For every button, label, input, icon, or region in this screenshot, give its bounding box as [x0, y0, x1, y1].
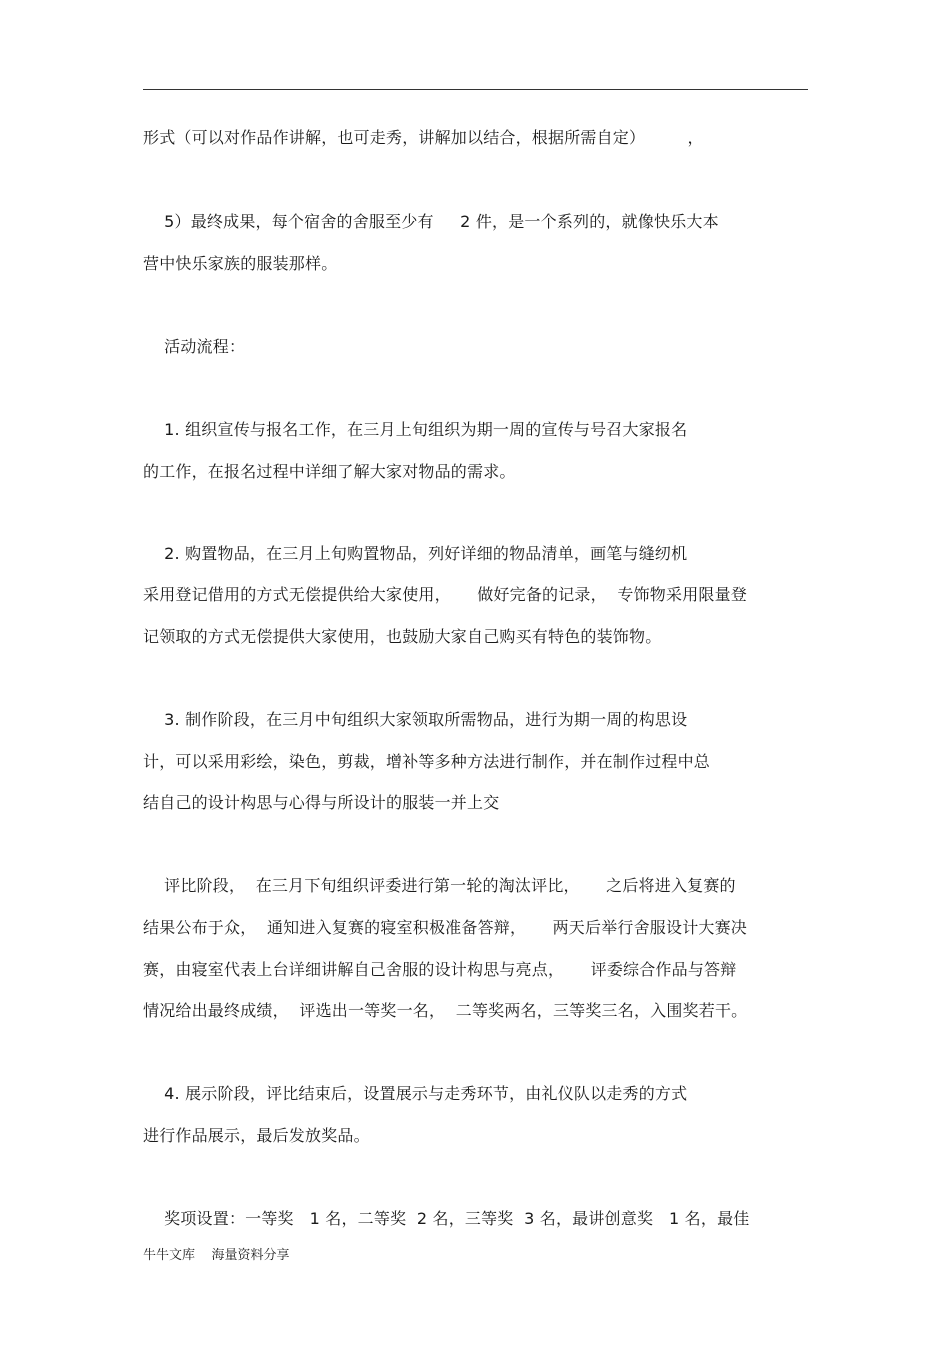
text-line: 营中快乐家族的服装那样。 [143, 254, 338, 273]
text-line: 形式（可以对作品作讲解，也可走秀，讲解加以结合，根据所需自定） ， [143, 128, 704, 147]
header-rule [143, 89, 808, 90]
text-line: 记领取的方式无偿提供大家使用，也鼓励大家自己购买有特色的装饰物。 [143, 627, 662, 646]
text-line: 评比阶段， 在三月下旬组织评委进行第一轮的淘汰评比， 之后将进入复赛的 [143, 876, 736, 895]
text-line: 情况给出最终成绩， 评选出一等奖一名， 二等奖两名，三等奖三名，入围奖若干。 [143, 1001, 748, 1020]
text-line: 1. 组织宣传与报名工作，在三月上旬组织为期一周的宣传与号召大家报名 [143, 420, 688, 439]
text-line: 结自己的设计构思与心得与所设计的服装一并上交 [143, 793, 500, 812]
page-footer: 牛牛文库 海量资料分享 [143, 1248, 290, 1263]
text-line: 计，可以采用彩绘，染色，剪裁，增补等多种方法进行制作，并在制作过程中总 [143, 752, 711, 771]
text-line: 5）最终成果，每个宿舍的舍服至少有 2 件，是一个系列的，就像快乐大本 [143, 212, 719, 231]
text-line: 活动流程： [143, 337, 246, 356]
text-line: 2. 购置物品，在三月上旬购置物品，列好详细的物品清单，画笔与缝纫机 [143, 544, 688, 563]
text-line: 3. 制作阶段，在三月中旬组织大家领取所需物品，进行为期一周的构思设 [143, 710, 688, 729]
text-line: 的工作，在报名过程中详细了解大家对物品的需求。 [143, 462, 516, 481]
text-line: 结果公布于众， 通知进入复赛的寝室积极准备答辩， 两天后举行舍服设计大赛决 [143, 918, 748, 937]
text-line: 进行作品展示，最后发放奖品。 [143, 1126, 370, 1145]
text-line: 4. 展示阶段，评比结束后，设置展示与走秀环节，由礼仪队以走秀的方式 [143, 1084, 688, 1103]
text-line: 奖项设置：一等奖 1 名，二等奖 2 名，三等奖 3 名，最讲创意奖 1 名，最佳 [143, 1209, 750, 1228]
text-line: 采用登记借用的方式无偿提供给大家使用， 做好完备的记录， 专饰物采用限量登 [143, 585, 748, 604]
text-line: 赛，由寝室代表上台详细讲解自己舍服的设计构思与亮点， 评委综合作品与答辩 [143, 960, 737, 979]
